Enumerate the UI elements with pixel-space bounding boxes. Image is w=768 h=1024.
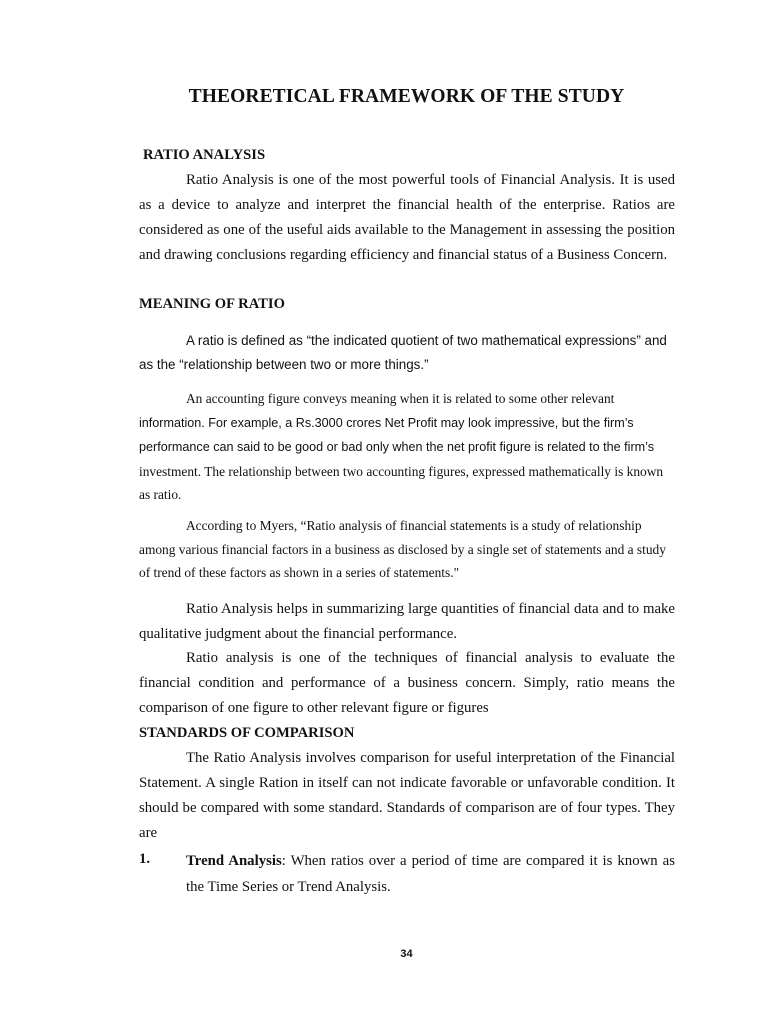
- paragraph-accounting-figure: [139, 387, 675, 507]
- accounting-line-end: investment. The relationship between two accounting figures, expressed mathematically is known as ratio.: [139, 463, 664, 502]
- list-item-number: 1.: [139, 851, 151, 867]
- heading-standards-of-comparison: STANDARDS OF COMPARISON: [139, 725, 355, 741]
- paragraph-summarizing: Ratio Analysis helps in summarizing large quantities of financial data and to make qualitative judgment about the financial performance.: [139, 601, 675, 642]
- myers-quote-end: among various financial factors in a business as disclosed by a single set of statements and a study of trend of these factors as shown in a series of statements.": [139, 541, 666, 580]
- list-item-term: Trend Analysis: [186, 853, 282, 869]
- page-title: THEORETICAL FRAMEWORK OF THE STUDY: [188, 86, 625, 107]
- paragraph-myers-quote: [139, 514, 675, 585]
- heading-ratio-analysis: RATIO ANALYSIS: [143, 147, 266, 163]
- accounting-line-1: An accounting figure conveys meaning when it is related to some other relevant: [186, 391, 615, 406]
- paragraph-standards: The Ratio Analysis involves comparison for useful interpretation of the Financial Statement. A single Ration in itself can not indicate favorable or unfavorable condition. It should be compared with some standard. Standards of comparison are of four types. They are: [139, 750, 675, 841]
- myers-quote-start: According to Myers, “Ratio analysis of financial statements is a study of relationship: [186, 518, 642, 533]
- heading-meaning-of-ratio: MEANING OF RATIO: [139, 296, 285, 312]
- paragraph-techniques: Ratio analysis is one of the techniques of financial analysis to evaluate the financial condition and performance of a business concern. Simply, ratio means the comparison of one figure to other relevant figure or figures: [139, 650, 675, 716]
- page-number: 34: [400, 948, 413, 960]
- list-item-trend-analysis: [186, 848, 675, 900]
- paragraph-ratio-analysis: Ratio Analysis is one of the most powerful tools of Financial Analysis. It is used as a device to analyze and interpret the financial health of the enterprise. Ratios are considered as one of the useful aids available to the Management in assessing the position and drawing conclusions regarding efficiency and financial status of a Business Concern.: [139, 172, 675, 263]
- paragraph-ratio-definition: A ratio is defined as “the indicated quotient of two mathematical expressions” and as the “relationship between two or more things.”: [139, 333, 667, 372]
- accounting-line-middle: information. For example, a Rs.3000 crores Net Profit may look impressive, but the firm’s performance can said to be good or bad only when the net profit figure is related to the firm’s: [139, 415, 655, 454]
- list-item-text: : When ratios over a period of time are compared it is known as the Time Series or Trend Analysis.: [186, 853, 675, 895]
